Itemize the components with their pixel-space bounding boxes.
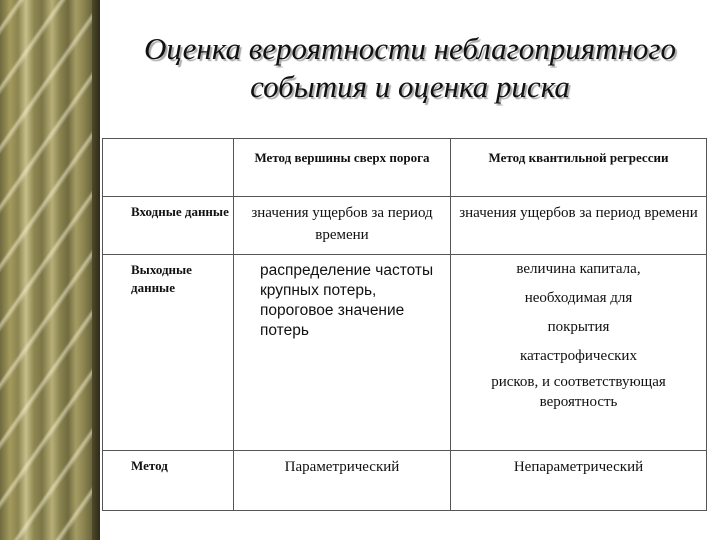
row-label-input: Входные данные <box>103 197 234 255</box>
row-label-output: Выходные данные <box>103 255 234 451</box>
comparison-table <box>102 138 707 511</box>
cell-method-quantile: Непараметрический <box>451 451 707 511</box>
output-quantile-line: вероятность <box>539 394 618 410</box>
cell-input-quantile: значения ущербов за период времени <box>451 197 707 255</box>
slide-title <box>100 30 720 106</box>
table-row <box>103 197 707 255</box>
slide-title-line-1: Оценка вероятности неблагоприятного <box>144 31 676 66</box>
header-cell-pot-method: Метод вершины сверх порога <box>234 139 451 197</box>
slide-title-line-2: события и оценка риска <box>250 69 570 104</box>
output-quantile-line: величина капитала, <box>516 261 641 277</box>
cell-input-pot: значения ущербов за период времени <box>234 197 451 255</box>
cell-output-quantile <box>451 255 707 451</box>
cell-output-pot: распределение частоты крупных потерь, пороговое значение потерь <box>234 255 451 451</box>
table-row <box>103 451 707 511</box>
decorative-border-edge <box>92 0 100 540</box>
decorative-border <box>0 0 100 540</box>
output-quantile-line: покрытия <box>547 319 610 335</box>
row-label-method: Метод <box>103 451 234 511</box>
output-quantile-line: необходимая для <box>524 290 633 306</box>
output-quantile-line: рисков, и соответствующая <box>491 374 666 390</box>
header-cell-empty <box>103 139 234 197</box>
header-cell-quantile-method: Метод квантильной регрессии <box>451 139 707 197</box>
table-row <box>103 255 707 451</box>
output-quantile-line: катастрофических <box>520 348 637 364</box>
cell-method-pot: Параметрический <box>234 451 451 511</box>
table-header-row <box>103 139 707 197</box>
